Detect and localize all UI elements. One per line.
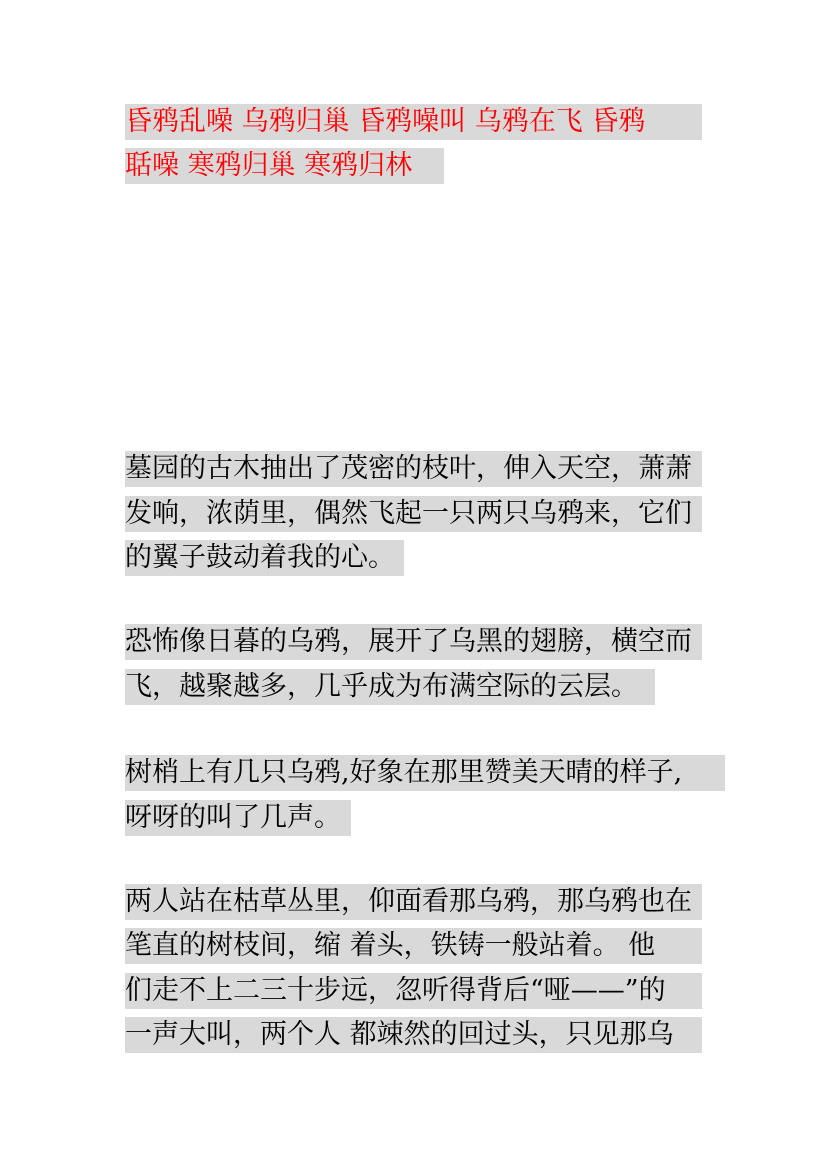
paragraph-4-line-3: 们走不上二三十步远，忽听得背后“哑——”的: [125, 973, 702, 1009]
paragraph-2-line-2: 飞，越聚越多，几乎成为布满空际的云层。: [125, 669, 655, 705]
paragraph-3-line-2: 呀呀的叫了几声。: [125, 800, 351, 836]
paragraph-4-line-2: 笔直的树枝间，缩 着头，铁铸一般站着。 他: [125, 928, 702, 964]
paragraph-1-line-1: 墓园的古木抽出了茂密的枝叶，伸入天空，萧萧: [125, 451, 702, 487]
paragraph-2-line-1: 恐怖像日暮的乌鸦，展开了乌黑的翅膀，横空而: [125, 624, 702, 660]
paragraph-1-line-2: 发响，浓荫里，偶然飞起一只两只乌鸦来，它们: [125, 496, 702, 532]
paragraph-4-line-1: 两人站在枯草丛里，仰面看那乌鸦，那乌鸦也在: [125, 884, 702, 920]
paragraph-4-line-4: 一声大叫，两个人 都竦然的回过头，只见那乌: [125, 1017, 702, 1053]
title-line-2: 聒噪 寒鸦归巢 寒鸦归林: [125, 148, 444, 184]
paragraph-1-line-3: 的翼子鼓动着我的心。: [125, 540, 404, 576]
paragraph-3-line-1: 树梢上有几只乌鸦,好象在那里赞美天晴的样子,: [125, 755, 725, 791]
title-line-1: 昏鸦乱噪 乌鸦归巢 昏鸦噪叫 乌鸦在飞 昏鸦: [125, 104, 702, 140]
